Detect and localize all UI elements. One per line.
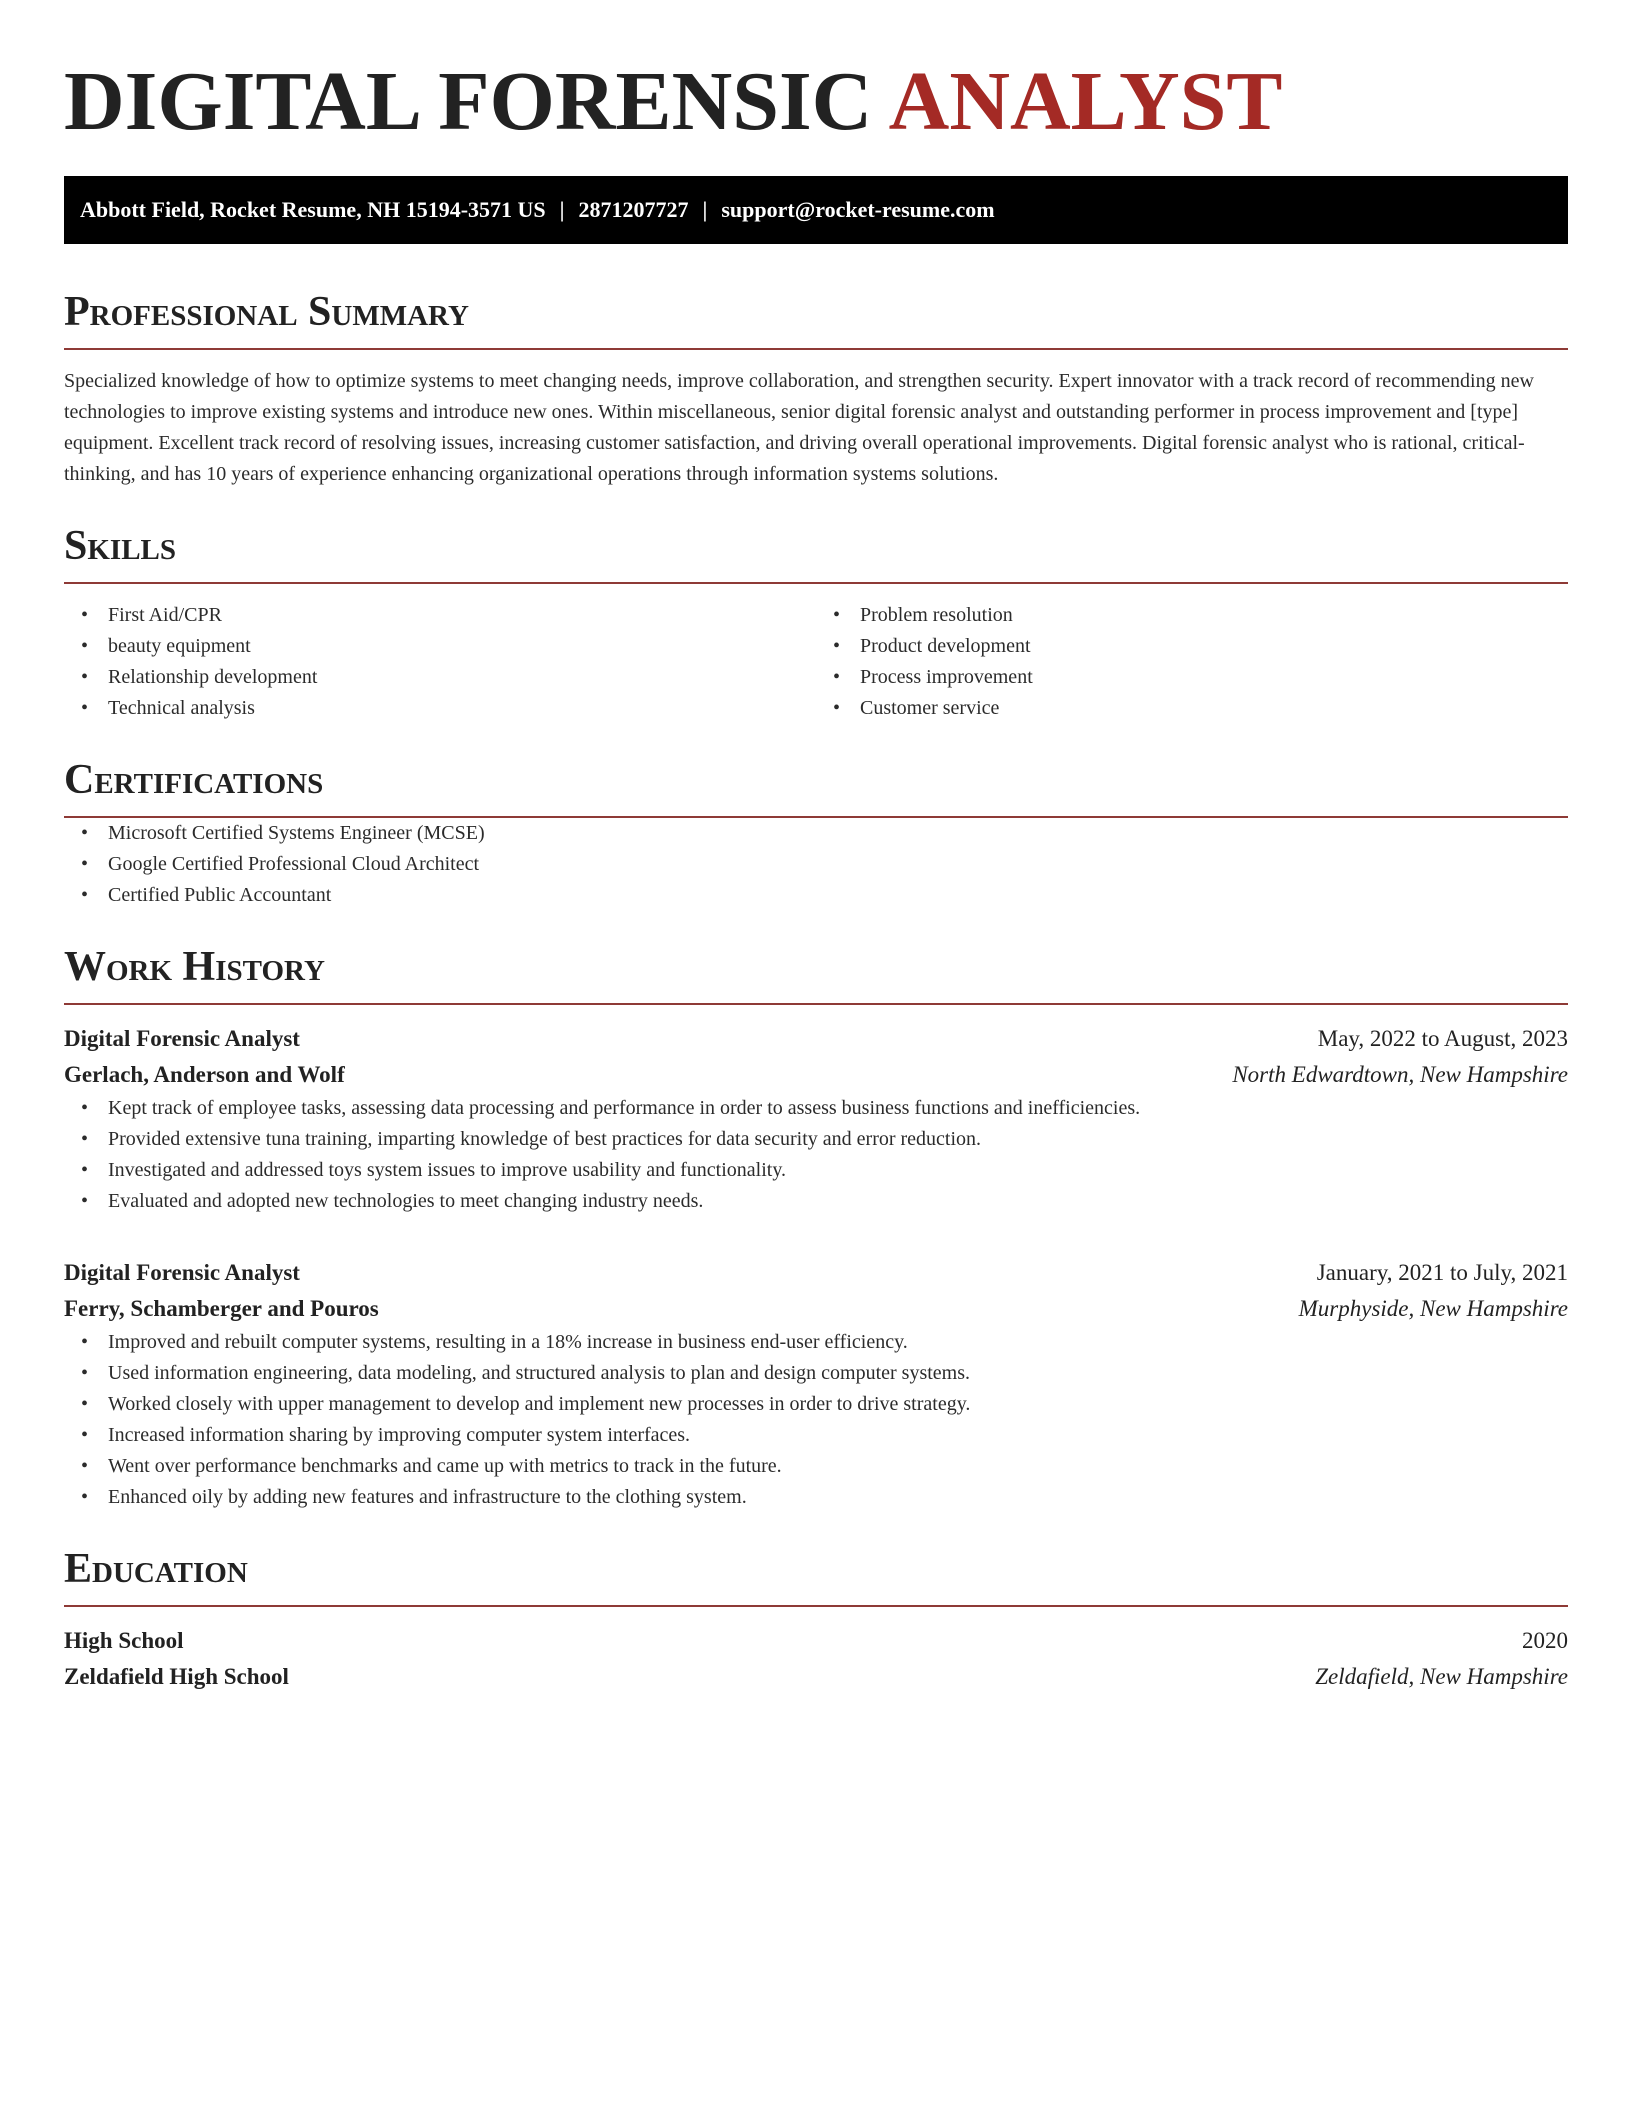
education-degree-row bbox=[64, 1623, 1568, 1659]
job-title-row bbox=[64, 1255, 1568, 1291]
skill-item bbox=[816, 662, 1568, 693]
bullet-icon: • bbox=[81, 1159, 89, 1181]
skills-grid bbox=[64, 600, 1568, 724]
certification-item bbox=[64, 849, 1568, 880]
bullet-icon: • bbox=[81, 1455, 89, 1477]
skills-list-left bbox=[64, 600, 816, 724]
education-entry bbox=[64, 1623, 1568, 1695]
resume-title bbox=[64, 0, 1568, 152]
job-duty bbox=[64, 1451, 1568, 1482]
skill-text: First Aid/CPR bbox=[108, 604, 222, 626]
job-title: Digital Forensic Analyst bbox=[64, 1260, 300, 1285]
bullet-icon: • bbox=[833, 666, 841, 688]
bullet-icon: • bbox=[81, 1424, 89, 1446]
job-duty bbox=[64, 1420, 1568, 1451]
bullet-icon: • bbox=[81, 1128, 89, 1150]
contact-email: support@rocket-resume.com bbox=[721, 197, 995, 222]
job-duty bbox=[64, 1482, 1568, 1513]
job-duty-text: Evaluated and adopted new technologies to meet changing industry needs. bbox=[108, 1190, 704, 1212]
bullet-icon: • bbox=[81, 1097, 89, 1119]
job-duty bbox=[64, 1124, 1568, 1155]
certification-text: Microsoft Certified Systems Engineer (MCSE) bbox=[108, 822, 485, 844]
job-company: Gerlach, Anderson and Wolf bbox=[64, 1062, 345, 1087]
certification-item bbox=[64, 818, 1568, 849]
contact-separator: | bbox=[559, 197, 565, 222]
bullet-icon: • bbox=[833, 697, 841, 719]
certification-item bbox=[64, 880, 1568, 911]
skills-list-right bbox=[816, 600, 1568, 724]
bullet-icon: • bbox=[81, 1331, 89, 1353]
skill-item bbox=[64, 693, 816, 724]
bullet-icon: • bbox=[81, 853, 89, 875]
bullet-icon: • bbox=[81, 604, 89, 626]
certification-text: Google Certified Professional Cloud Architect bbox=[108, 853, 480, 875]
job-dates: May, 2022 to August, 2023 bbox=[1317, 1026, 1568, 1051]
job-duty bbox=[64, 1093, 1568, 1124]
job-duty bbox=[64, 1155, 1568, 1186]
skill-text: beauty equipment bbox=[108, 635, 251, 657]
skill-item bbox=[64, 662, 816, 693]
education-school-row bbox=[64, 1659, 1568, 1695]
job-dates: January, 2021 to July, 2021 bbox=[1316, 1260, 1568, 1285]
job-duty-text: Provided extensive tuna training, imparting knowledge of best practices for data security and error reduction. bbox=[108, 1128, 982, 1150]
contact-bar bbox=[64, 176, 1568, 244]
skill-text: Technical analysis bbox=[108, 697, 255, 719]
education-degree: High School bbox=[64, 1628, 184, 1653]
bullet-icon: • bbox=[81, 635, 89, 657]
job-duty-text: Used information engineering, data modeling, and structured analysis to plan and design computer systems. bbox=[108, 1362, 971, 1384]
job-duties-list bbox=[64, 1327, 1568, 1513]
skill-text: Customer service bbox=[860, 697, 1000, 719]
title-main: DIGITAL FORENSIC bbox=[64, 55, 873, 148]
skill-text: Problem resolution bbox=[860, 604, 1013, 626]
certifications-heading: Certifications bbox=[64, 754, 1568, 818]
skills-column-right bbox=[816, 600, 1568, 724]
job-duty-text: Increased information sharing by improving computer system interfaces. bbox=[108, 1424, 691, 1446]
skills-column-left bbox=[64, 600, 816, 724]
education-location: Zeldafield, New Hampshire bbox=[1315, 1664, 1568, 1689]
job-duties-list bbox=[64, 1093, 1568, 1217]
bullet-icon: • bbox=[833, 604, 841, 626]
bullet-icon: • bbox=[81, 1362, 89, 1384]
bullet-icon: • bbox=[81, 1393, 89, 1415]
job-duty bbox=[64, 1389, 1568, 1420]
job-title-row bbox=[64, 1021, 1568, 1057]
skill-item bbox=[816, 600, 1568, 631]
skill-item bbox=[816, 631, 1568, 662]
job-duty-text: Went over performance benchmarks and came up with metrics to track in the future. bbox=[108, 1455, 782, 1477]
contact-address: Abbott Field, Rocket Resume, NH 15194-3571 US bbox=[80, 197, 546, 222]
job-duty-text: Worked closely with upper management to develop and implement new processes in order to drive strategy. bbox=[108, 1393, 971, 1415]
job-duty bbox=[64, 1327, 1568, 1358]
certification-text: Certified Public Accountant bbox=[108, 884, 332, 906]
bullet-icon: • bbox=[81, 1486, 89, 1508]
bullet-icon: • bbox=[81, 666, 89, 688]
bullet-icon: • bbox=[81, 822, 89, 844]
job-location: Murphyside, New Hampshire bbox=[1298, 1296, 1568, 1321]
skill-item bbox=[64, 631, 816, 662]
job-entry bbox=[64, 1255, 1568, 1513]
skill-item bbox=[816, 693, 1568, 724]
job-company-row bbox=[64, 1057, 1568, 1093]
job-location: North Edwardtown, New Hampshire bbox=[1232, 1062, 1568, 1087]
summary-text: Specialized knowledge of how to optimize systems to meet changing needs, improve collaboration, and strengthen security. Expert innovator with a track record of recommending new technologies to improve existing systems and introduce new ones. Within miscellaneous, senior digital forensic analyst and outstanding performer in process improvement and [type] equipment. Excellent track record of resolving issues, increasing customer satisfaction, and driving overall operational improvements. Digital forensic analyst who is rational, critical-thinking, and has 10 years of experience enhancing organizational operations through information systems solutions. bbox=[64, 370, 1534, 485]
bullet-icon: • bbox=[833, 635, 841, 657]
job-entry bbox=[64, 1021, 1568, 1217]
job-company: Ferry, Schamberger and Pouros bbox=[64, 1296, 379, 1321]
contact-separator: | bbox=[702, 197, 708, 222]
skills-heading: Skills bbox=[64, 520, 1568, 584]
bullet-icon: • bbox=[81, 884, 89, 906]
job-duty-text: Kept track of employee tasks, assessing data processing and performance in order to assess business functions and inefficiencies. bbox=[108, 1097, 1141, 1119]
summary-heading: Professional Summary bbox=[64, 286, 1568, 350]
bullet-icon: • bbox=[81, 1190, 89, 1212]
skill-item bbox=[64, 600, 816, 631]
skill-text: Relationship development bbox=[108, 666, 318, 688]
job-duty bbox=[64, 1358, 1568, 1389]
education-school: Zeldafield High School bbox=[64, 1664, 289, 1689]
title-accent: ANALYST bbox=[888, 55, 1283, 148]
job-duty-text: Enhanced oily by adding new features and infrastructure to the clothing system. bbox=[108, 1486, 747, 1508]
skill-text: Product development bbox=[860, 635, 1031, 657]
work-history-heading: Work History bbox=[64, 941, 1568, 1005]
certifications-list bbox=[64, 818, 1568, 911]
job-title: Digital Forensic Analyst bbox=[64, 1026, 300, 1051]
job-duty-text: Improved and rebuilt computer systems, resulting in a 18% increase in business end-user efficiency. bbox=[108, 1331, 908, 1353]
skill-text: Process improvement bbox=[860, 666, 1033, 688]
contact-phone: 2871207727 bbox=[578, 197, 689, 222]
education-year: 2020 bbox=[1522, 1628, 1568, 1653]
bullet-icon: • bbox=[81, 697, 89, 719]
education-heading: Education bbox=[64, 1543, 1568, 1607]
job-duty bbox=[64, 1186, 1568, 1217]
job-duty-text: Investigated and addressed toys system issues to improve usability and functionality. bbox=[108, 1159, 787, 1181]
job-company-row bbox=[64, 1291, 1568, 1327]
